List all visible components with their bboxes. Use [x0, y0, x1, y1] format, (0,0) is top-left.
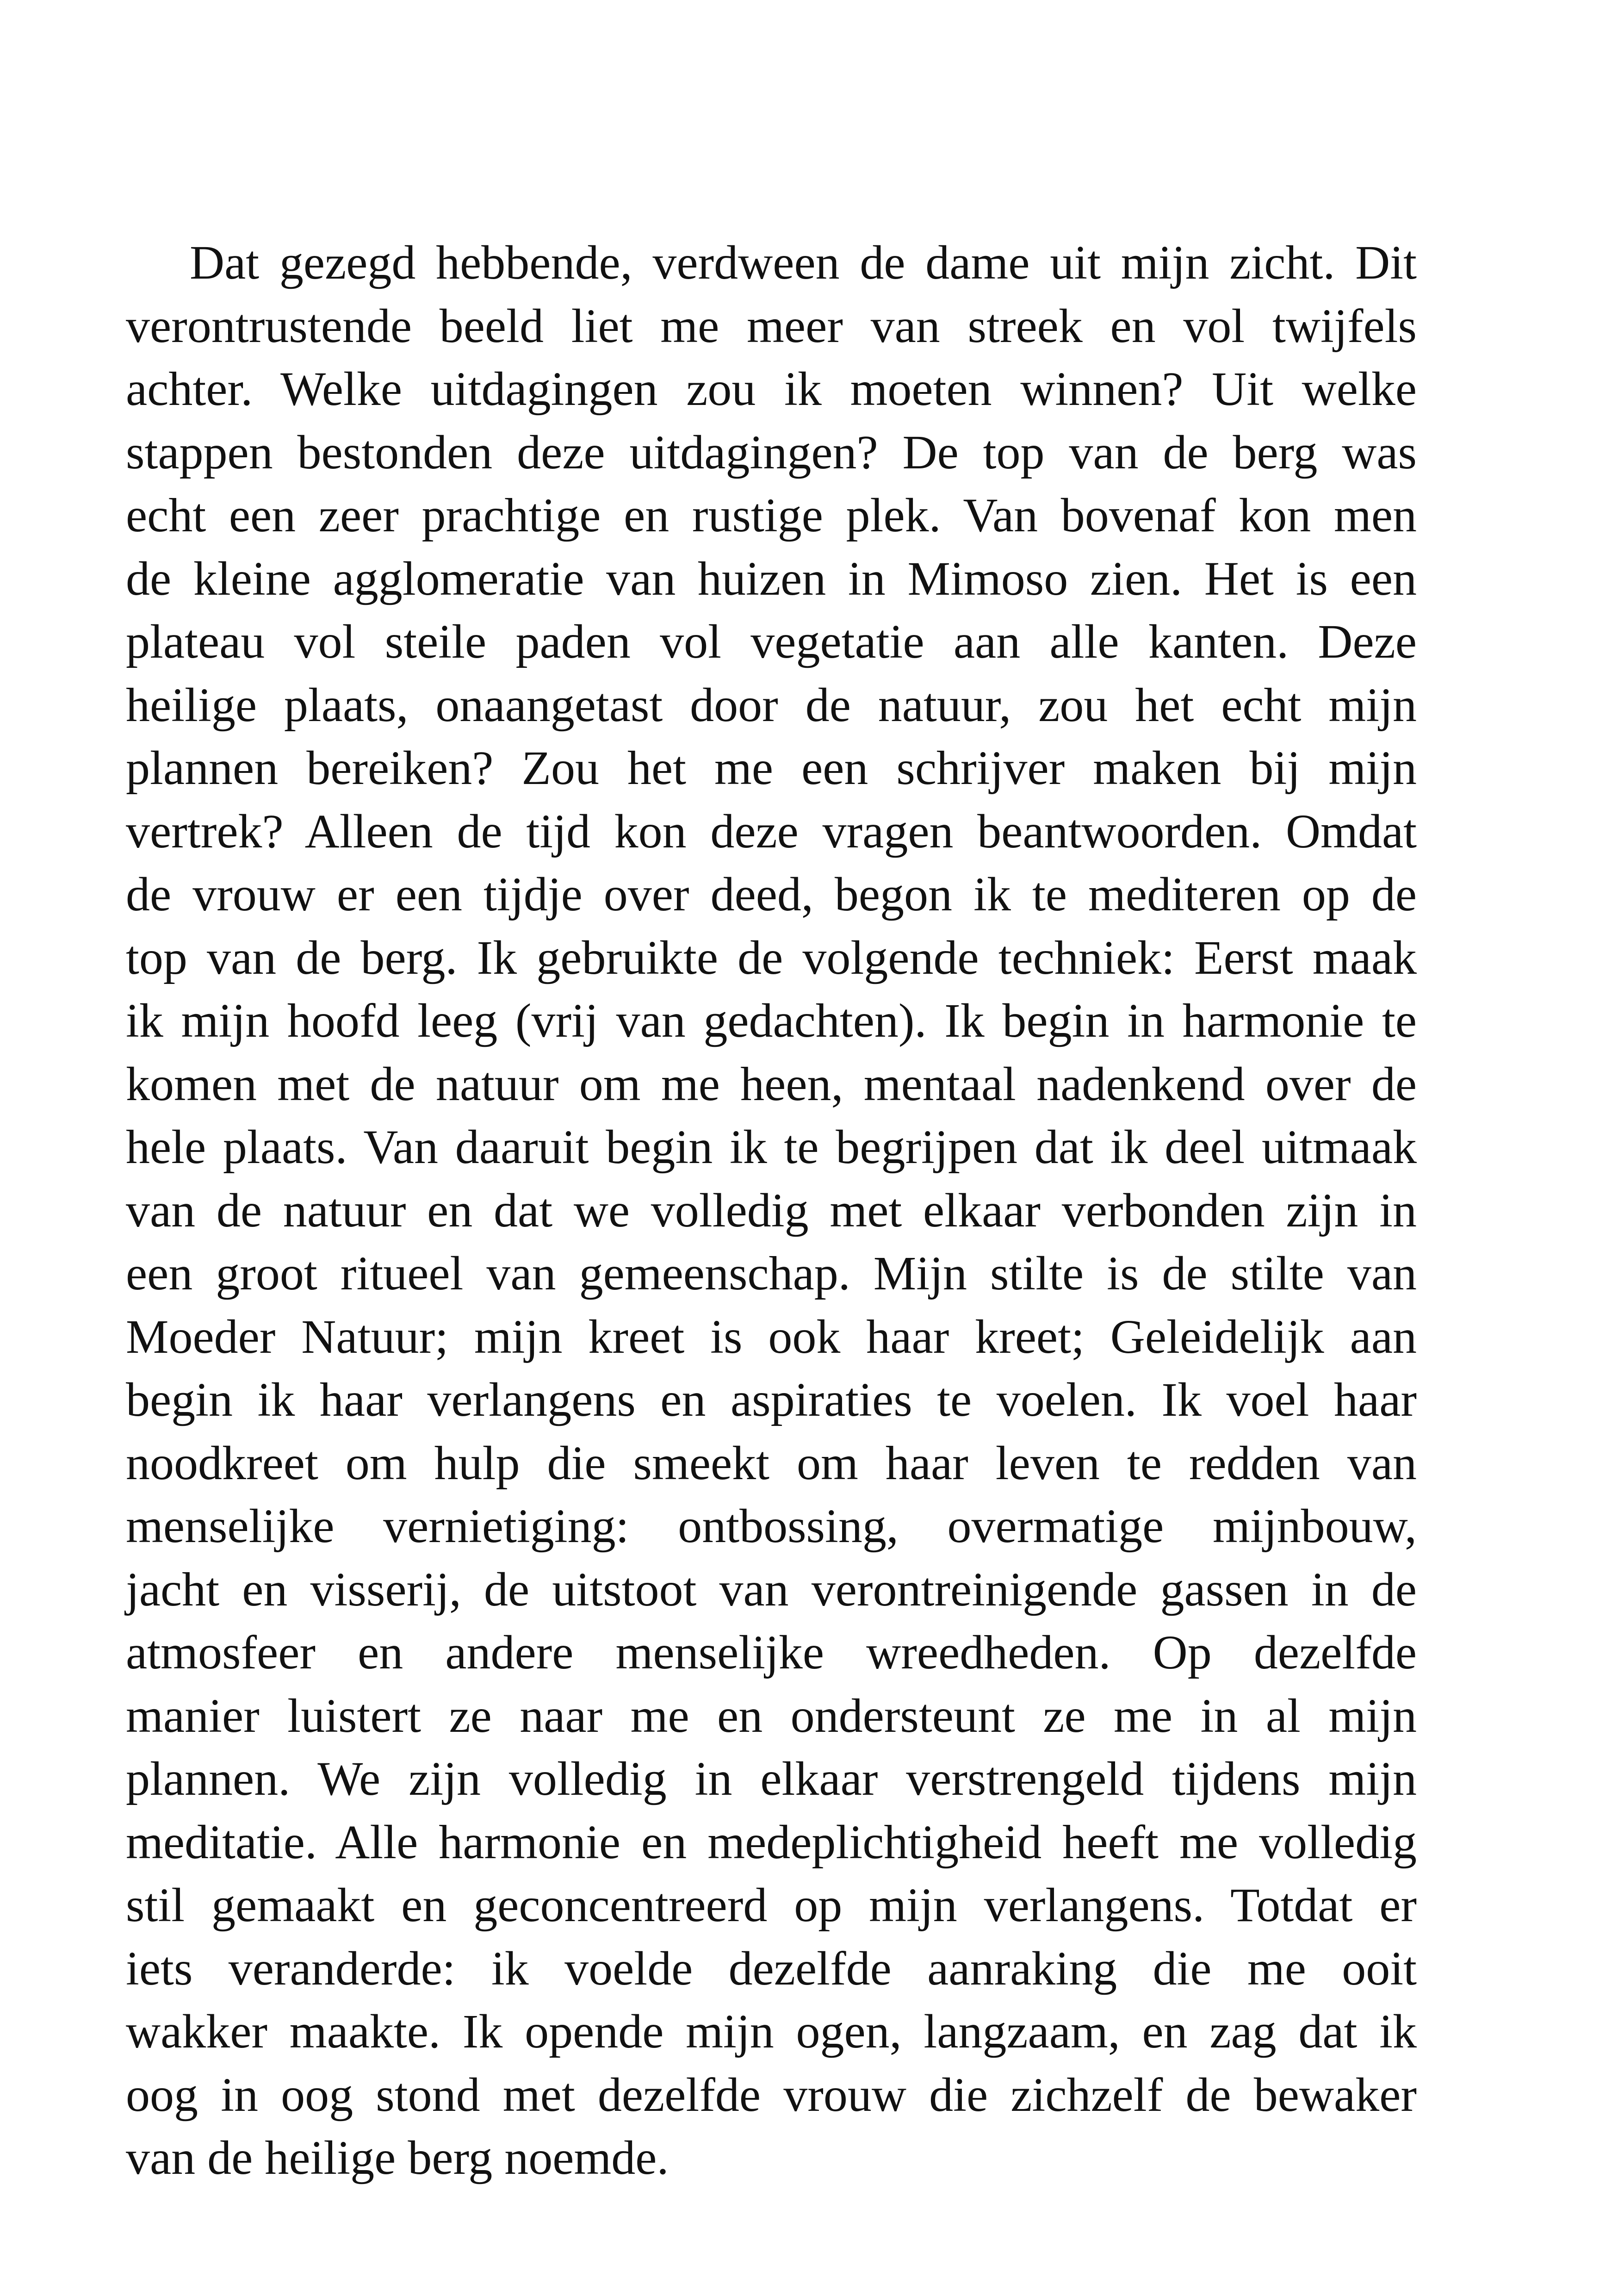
- body-paragraph: [126, 231, 1417, 2190]
- paragraph-line: de kleine agglomeratie van huizen in Mimoso zien. Het is een: [126, 552, 1417, 605]
- paragraph-line: echt een zeer prachtige en rustige plek. Van bovenaf kon men: [126, 489, 1417, 542]
- paragraph-line: wakker maakte. Ik opende mijn ogen, langzaam, en zag dat ik: [126, 2005, 1417, 2058]
- paragraph-line: plateau vol steile paden vol vegetatie aan alle kanten. Deze: [126, 615, 1417, 668]
- paragraph-line: meditatie. Alle harmonie en medeplichtigheid heeft me volledig: [126, 1815, 1417, 1869]
- paragraph-line: komen met de natuur om me heen, mentaal nadenkend over de: [126, 1057, 1417, 1111]
- paragraph-line: ik mijn hoofd leeg (vrij van gedachten). Ik begin in harmonie te: [126, 994, 1417, 1047]
- paragraph-line: een groot ritueel van gemeenschap. Mijn stilte is de stilte van: [126, 1247, 1417, 1300]
- paragraph-line: top van de berg. Ik gebruikte de volgende techniek: Eerst maak: [126, 931, 1417, 984]
- paragraph-line: stil gemaakt en geconcentreerd op mijn verlangens. Totdat er: [126, 1879, 1417, 1932]
- paragraph-line: stappen bestonden deze uitdagingen? De top van de berg was: [126, 425, 1417, 479]
- paragraph-line: plannen. We zijn volledig in elkaar verstrengeld tijdens mijn: [126, 1752, 1417, 1805]
- paragraph-line: plannen bereiken? Zou het me een schrijver maken bij mijn: [126, 741, 1417, 795]
- paragraph-line: van de heilige berg noemde.: [126, 2131, 669, 2184]
- paragraph-line: jacht en visserij, de uitstoot van verontreinigende gassen in de: [126, 1562, 1417, 1616]
- paragraph-line: menselijke vernietiging: ontbossing, overmatige mijnbouw,: [126, 1500, 1417, 1553]
- paragraph-line: Moeder Natuur; mijn kreet is ook haar kreet; Geleidelijk aan: [126, 1310, 1417, 1363]
- paragraph-line: begin ik haar verlangens en aspiraties te voelen. Ik voel haar: [126, 1373, 1417, 1426]
- paragraph-line: de vrouw er een tijdje over deed, begon ik te mediteren op de: [126, 868, 1417, 921]
- paragraph-line: oog in oog stond met dezelfde vrouw die zichzelf de bewaker: [126, 2068, 1417, 2122]
- paragraph-line: iets veranderde: ik voelde dezelfde aanraking die me ooit: [126, 1941, 1417, 1995]
- paragraph-line: verontrustende beeld liet me meer van streek en vol twijfels: [126, 299, 1417, 353]
- paragraph-line: hele plaats. Van daaruit begin ik te begrijpen dat ik deel uitmaak: [126, 1120, 1417, 1174]
- paragraph-line: noodkreet om hulp die smeekt om haar leven te redden van: [126, 1436, 1417, 1490]
- paragraph-line: achter. Welke uitdagingen zou ik moeten winnen? Uit welke: [126, 362, 1417, 416]
- paragraph-line: atmosfeer en andere menselijke wreedheden. Op dezelfde: [126, 1626, 1417, 1679]
- paragraph-line: van de natuur en dat we volledig met elkaar verbonden zijn in: [126, 1183, 1417, 1237]
- paragraph-line: heilige plaats, onaangetast door de natuur, zou het echt mijn: [126, 678, 1417, 732]
- paragraph-line: manier luistert ze naar me en ondersteunt ze me in al mijn: [126, 1689, 1417, 1742]
- paragraph-line: Dat gezegd hebbende, verdween de dame uit mijn zicht. Dit: [190, 236, 1417, 289]
- paragraph-line: vertrek? Alleen de tijd kon deze vragen beantwoorden. Omdat: [126, 804, 1417, 858]
